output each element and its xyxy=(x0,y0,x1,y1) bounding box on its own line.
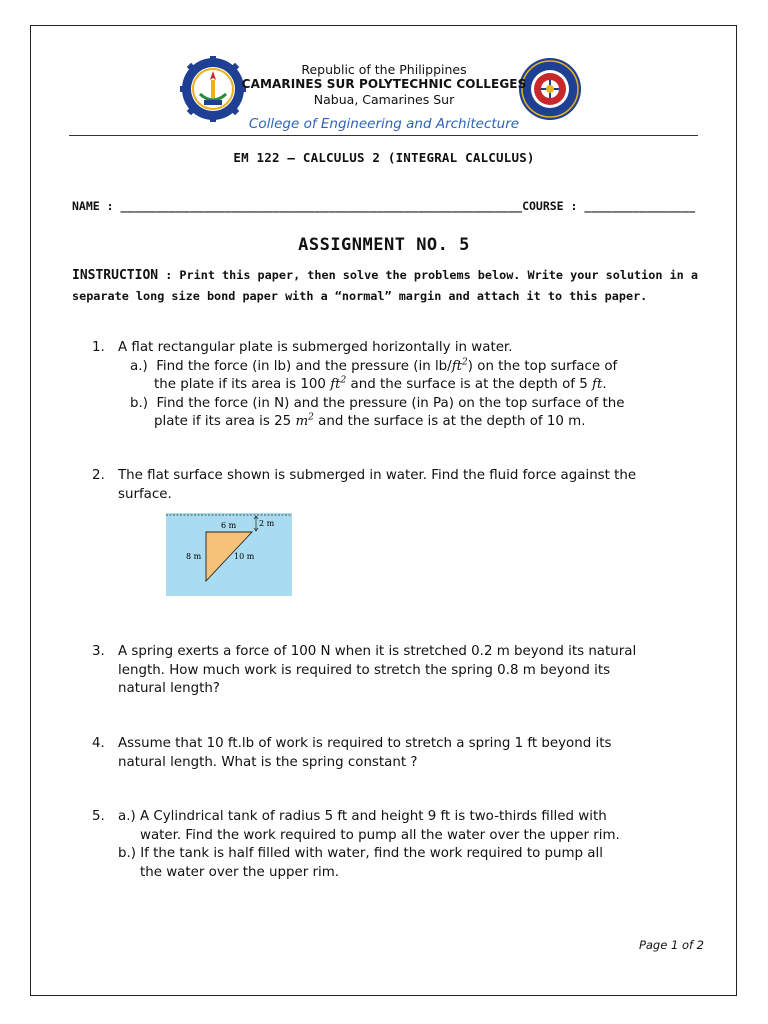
text: and the surface is at the depth of 10 m. xyxy=(313,414,586,429)
question-1b-line2 xyxy=(154,413,624,432)
assignment-title: ASSIGNMENT NO. 5 xyxy=(298,235,470,255)
question-1b-line1 xyxy=(130,395,624,414)
course-blank: ________________ xyxy=(584,199,696,213)
label-left-height: 8 m xyxy=(186,552,202,561)
math-unit: ft xyxy=(330,377,341,392)
question-4-line2: natural length. What is the spring constant ? xyxy=(118,754,418,770)
text: and the surface is at the depth of 5 xyxy=(346,377,593,392)
question-number: 5. xyxy=(92,809,105,824)
text: Find the force (in lb) and the pressure (in lb/ xyxy=(156,358,452,374)
instruction-label: INSTRUCTION xyxy=(72,268,159,283)
question-1a-line2 xyxy=(154,376,624,395)
text: . xyxy=(602,377,607,392)
question-2-line2: surface. xyxy=(118,486,172,502)
text: plate if its area is 25 xyxy=(154,414,296,429)
question-1a-line1 xyxy=(130,358,624,377)
name-blank: __________________________________________________________ xyxy=(120,199,523,213)
text: ) on the top surface of xyxy=(467,358,618,374)
label-top-width: 6 m xyxy=(221,521,237,530)
republic-heading: Republic of the Philippines xyxy=(301,62,467,77)
question-5b-line1: b.) If the tank is half filled with water, find the work required to pump all xyxy=(118,846,603,861)
question-3 xyxy=(92,643,636,699)
course-title: EM 122 – CALCULUS 2 (INTEGRAL CALCULUS) xyxy=(233,150,535,165)
question-4-line1: Assume that 10 ft.lb of work is required to stretch a spring 1 ft beyond its xyxy=(118,736,612,751)
page-number: Page 1 of 2 xyxy=(638,938,704,952)
sub-label: b.) xyxy=(130,395,148,411)
name-label: NAME : xyxy=(72,199,114,213)
question-5a-line1: a.) A Cylindrical tank of radius 5 ft and height 9 ft is two-thirds filled with xyxy=(118,809,607,824)
instruction-text: : Print this paper, then solve the problems below. Write your solution in a separate long size bond paper with a “normal” margin and attach it to this paper. xyxy=(72,268,698,303)
school-name: CAMARINES SUR POLYTECHNIC COLLEGES xyxy=(241,77,527,91)
question-4 xyxy=(92,735,611,772)
question-number: 2. xyxy=(92,468,105,483)
math-exponent: 2 xyxy=(340,375,347,386)
math-exponent: 2 xyxy=(308,412,314,423)
question-2 xyxy=(92,467,636,504)
question-3-line2: length. How much work is required to stretch the spring 0.8 m beyond its xyxy=(118,662,611,678)
math-unit: ft xyxy=(592,377,603,392)
question-3-line1: A spring exerts a force of 100 N when it is stretched 0.2 m beyond its natural xyxy=(118,644,637,659)
college-name: College of Engineering and Architecture xyxy=(248,116,520,132)
math-exponent: 2 xyxy=(462,357,468,368)
question-5 xyxy=(92,808,620,882)
question-1 xyxy=(92,339,624,432)
sub-label: a.) xyxy=(130,358,148,374)
label-hypotenuse: 10 m xyxy=(234,552,255,561)
question-5a-line2: water. Find the work required to pump all the water over the upper rim. xyxy=(140,827,620,843)
question-1-stem: A flat rectangular plate is submerged horizontally in water. xyxy=(118,340,513,355)
question-number: 4. xyxy=(92,736,105,751)
text: the plate if its area is 100 xyxy=(154,377,331,392)
submerged-triangle-diagram xyxy=(166,513,292,596)
name-course-line xyxy=(72,199,697,213)
math-unit: m xyxy=(295,414,309,429)
course-label: COURSE : xyxy=(522,199,578,213)
question-3-line3: natural length? xyxy=(118,681,220,696)
question-number: 1. xyxy=(92,340,105,355)
label-depth: 2 m xyxy=(259,519,275,528)
question-2-line1: The flat surface shown is submerged in water. Find the fluid force against the xyxy=(118,468,637,483)
instruction xyxy=(72,265,698,306)
question-5b-line2: the water over the upper rim. xyxy=(140,864,340,880)
question-number: 3. xyxy=(92,644,105,659)
school-location: Nabua, Camarines Sur xyxy=(313,92,455,107)
math-unit: ft xyxy=(451,358,463,374)
header-divider xyxy=(69,135,698,136)
text: Find the force (in N) and the pressure (in Pa) on the top surface of the xyxy=(156,395,625,411)
